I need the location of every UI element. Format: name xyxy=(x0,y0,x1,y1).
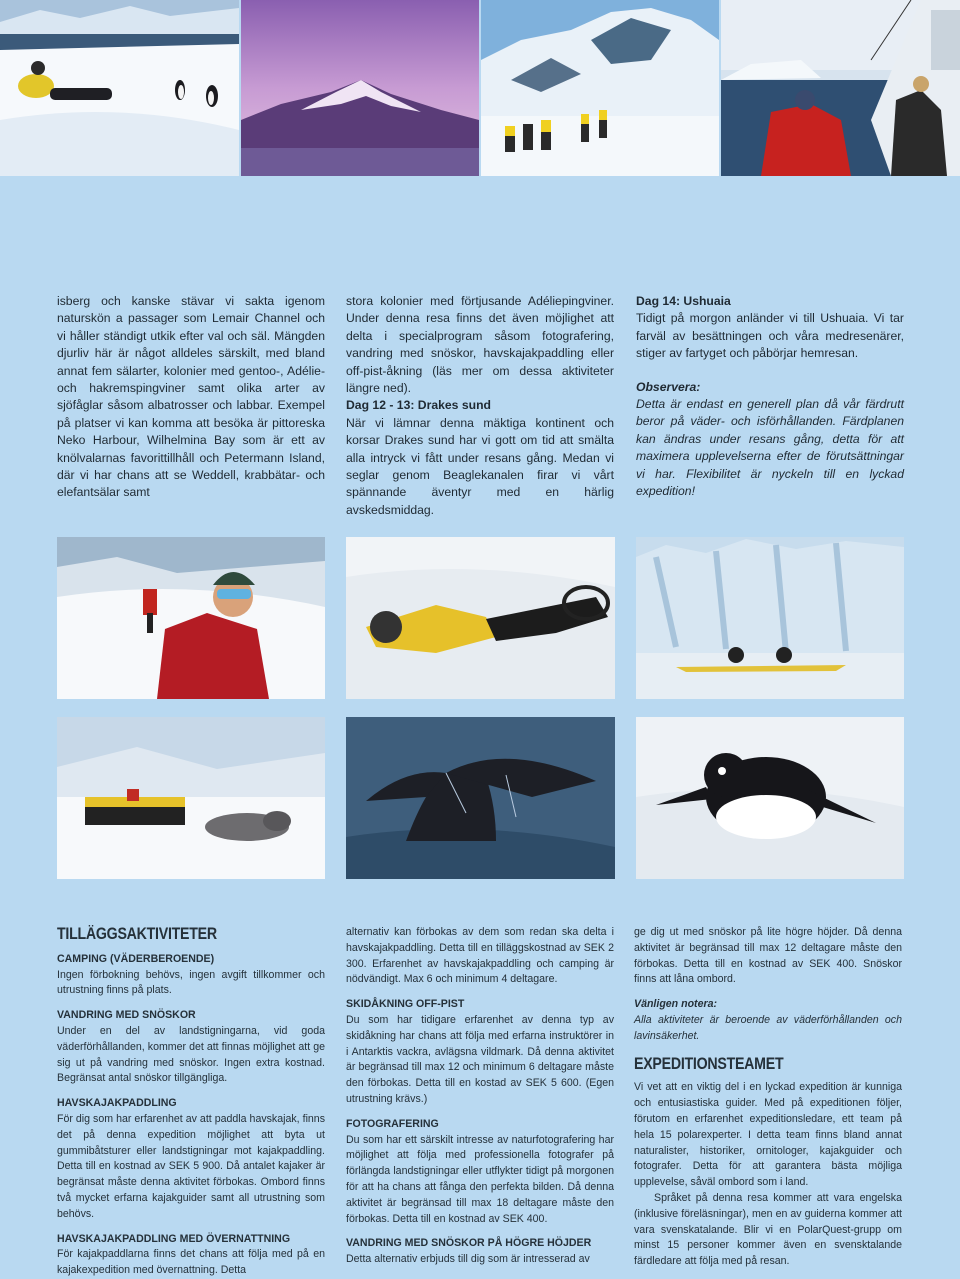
kayak-night-title: HAVSKAJAKPADDLING MED ÖVERNATTNING xyxy=(57,1232,291,1245)
kayak-title: HAVSKAJAKPADDLING xyxy=(57,1097,177,1110)
itinerary-column-3 xyxy=(636,293,904,500)
seal-group-photo xyxy=(57,717,325,879)
kayak-night-text: För kajakpaddlarna finns det chans att följa med på en kajakexpedition med övernattning. Detta xyxy=(57,1248,325,1277)
day-12-text: När vi lämnar denna mäktiga kontinent och korsar Drakes sund har vi gott om tid att smälta alla intryck vi fått under resans gång. Medan vi seglar genom Beaglekanalen firar vi vårt spännande äventyr med en härlig avskedsmiddag. xyxy=(346,415,614,517)
photography-title: FOTOGRAFERING xyxy=(346,1117,439,1130)
penguin-sliding-photo xyxy=(636,717,904,879)
addons-column-2 xyxy=(346,925,614,1268)
ski-text: Du som har tidigare erfarenhet av denna typ av skidåkning har chans att följa med erfarna instruktörer in i Antarktis vackra, avlägsna vildmark. Då denna aktivitet är begränsad till max 12 och minimum 6 deltagare måste den förbokas. Detta till en kostad av SEK 5 600. (Egen utrustning krävs.) xyxy=(346,1013,614,1105)
kayak-text: För dig som har erfarenhet av att paddla havskajak, finns det på denna expedition möjlighet att byta ut gummibåtsturer eller landstigningar mot kajakpaddling. Detta till en kostnad av SEK 5 900. Då antalet kajaker är begränsat måste denna aktivitet förbokas. Ombord finns två mycket erfarna kajakguider samt all utrustning som behövs. xyxy=(57,1112,325,1220)
whale-tail-photo xyxy=(346,717,615,879)
addons-column-1 xyxy=(57,925,325,1279)
itinerary-col1-text: isberg och kanske stävar vi sakta igenom naturskön a passager som Lemair Channel och vi håller ständigt utkik efter val och säl. Mängden djurliv här är något alldeles särskilt, med bland annat fem sälarter, kolonier med gentoo-, Adélie- och hakremspingviner samt olika arter av sjöfåglar såsom albatrosser och labbar. Exempel på platser vi kan komma att besöka är pittoreska Neko Harbour, Wilhelmina Bay som är ett av knölvalarnas favorittillhåll och Petermann Island, där vi har chans att se Weddell, krabbätar- och elefantsälar samt xyxy=(57,294,325,500)
itinerary-column-2 xyxy=(346,293,614,519)
team-text-1: Vi vet att en viktig del i en lyckad expedition är kunniga och entusiastiska guider. Med på expeditionen följer, förutom en erfarenhet expeditionsledare, ett team på hela 15 polarexperter. I detta team finns bland annat naturalister, historiker, ornitologer, kajakguider och fotografer. Detta för att garantera bästa möjliga upplevelse, såväl ombord som i land. xyxy=(634,1081,902,1189)
high-snowshoe-title: VANDRING MED SNÖSKOR PÅ HÖGRE HÖJDER xyxy=(346,1237,592,1250)
addons-heading: TILLÄGGSAKTIVITETER xyxy=(57,925,217,943)
itinerary-column-1 xyxy=(57,293,325,502)
day-12-title: Dag 12 - 13: Drakes sund xyxy=(346,398,491,413)
itinerary-col2-intro: stora kolonier med förtjusande Adéliepingviner. Under denna resa finns det även möjlighet att delta i specialprogram såsom fotografering, vandring med snöskor, havskajakpaddling eller off-pist-åkning (läs mer om dessa aktiviteter längre ned). xyxy=(346,294,614,396)
ship-deck-photo xyxy=(721,0,960,176)
snow-angel-photo xyxy=(346,537,615,699)
notice-title: Vänligen notera: xyxy=(634,998,717,1011)
kayak-glacier-photo xyxy=(636,537,904,699)
day-14-text: Tidigt på morgon anländer vi till Ushuaia. Vi tar farväl av besättningen och våra medresenärer, stiger av fartyget och påbörjar hemresan. xyxy=(636,311,904,361)
snowshoe-text: Under en del av landstigningarna, vid goda väderförhållanden, kommer det att finnas möjlighet att ge sig ut på vandring med snöskor. Ingen extra kostnad. Begränsat antal snöskor tillgängliga. xyxy=(57,1024,325,1085)
purple-mountain-photo xyxy=(241,0,479,176)
high-snowshoe-continued: ge dig ut med snöskor på lite högre höjder. Då denna aktivitet är begränsad till max 12 deltagare måste den förbokas. Detta till en kostnad av SEK 400. Snöskor finns att låna ombord. xyxy=(634,926,902,986)
photography-text: Du som har ett särskilt intresse av naturfotografering har möjlighet att följa med professionella fotografer på förlängda landstigningar eller utflykter tidigt på morgonen för att ha chans att fånga den perfekta bilden. Då denna aktivitet är begränsad till max 18 deltagare måste den förbokas. Detta till en kostnad av SEK 400. xyxy=(346,1133,614,1225)
ski-title: SKIDÅKNING OFF-PIST xyxy=(346,998,465,1011)
camping-title: CAMPING (VÄDERBEROENDE) xyxy=(57,952,215,965)
team-heading: EXPEDITIONSTEAMET xyxy=(634,1054,784,1073)
snowshoe-hiker-photo xyxy=(57,537,325,699)
notice-text: Alla aktiviteter är beroende av väderförhållanden och lavinsäkerhet. xyxy=(634,1013,902,1042)
glacier-hikers-photo xyxy=(481,0,719,176)
kayak-night-continued: alternativ kan förbokas av dem som redan ska delta i havskajakpaddling. Detta till en tilläggskostnad av SEK 2 300. Erfarenhet av havskajakpaddling och camping är nödvändigt. Max 6 och minimum 4 deltagare. xyxy=(346,926,614,986)
note-title: Observera: xyxy=(636,379,701,394)
snowshoe-title: VANDRING MED SNÖSKOR xyxy=(57,1009,196,1022)
camping-text: Ingen förbokning behövs, ingen avgift tillkommer och utrustning finns på plats. xyxy=(57,968,325,997)
addons-column-3 xyxy=(634,925,902,1270)
high-snowshoe-text: Detta alternativ erbjuds till dig som är intresserad av xyxy=(346,1253,590,1266)
note-text: Detta är endast en generell plan då vår färdrutt beror på väder- och isförhållanden. Färdplanen kan ändras under resans gång, detta för att maximera upplevelserna efter de förutsättningar vi har. Flexibilitet är nyckeln till en lyckad expedition! xyxy=(636,397,904,499)
team-text-2: Språket på denna resa kommer att vara engelska (inklusive föreläsningar), men en av guiderna kommer att vara svenskatalande. Blir vi en PolarQuest-grupp om minst 15 personer kommer även en svensktalande färdledare att följa med på resan. xyxy=(634,1191,902,1268)
day-14-title: Dag 14: Ushuaia xyxy=(636,294,731,308)
penguin-beach-photo xyxy=(0,0,239,176)
